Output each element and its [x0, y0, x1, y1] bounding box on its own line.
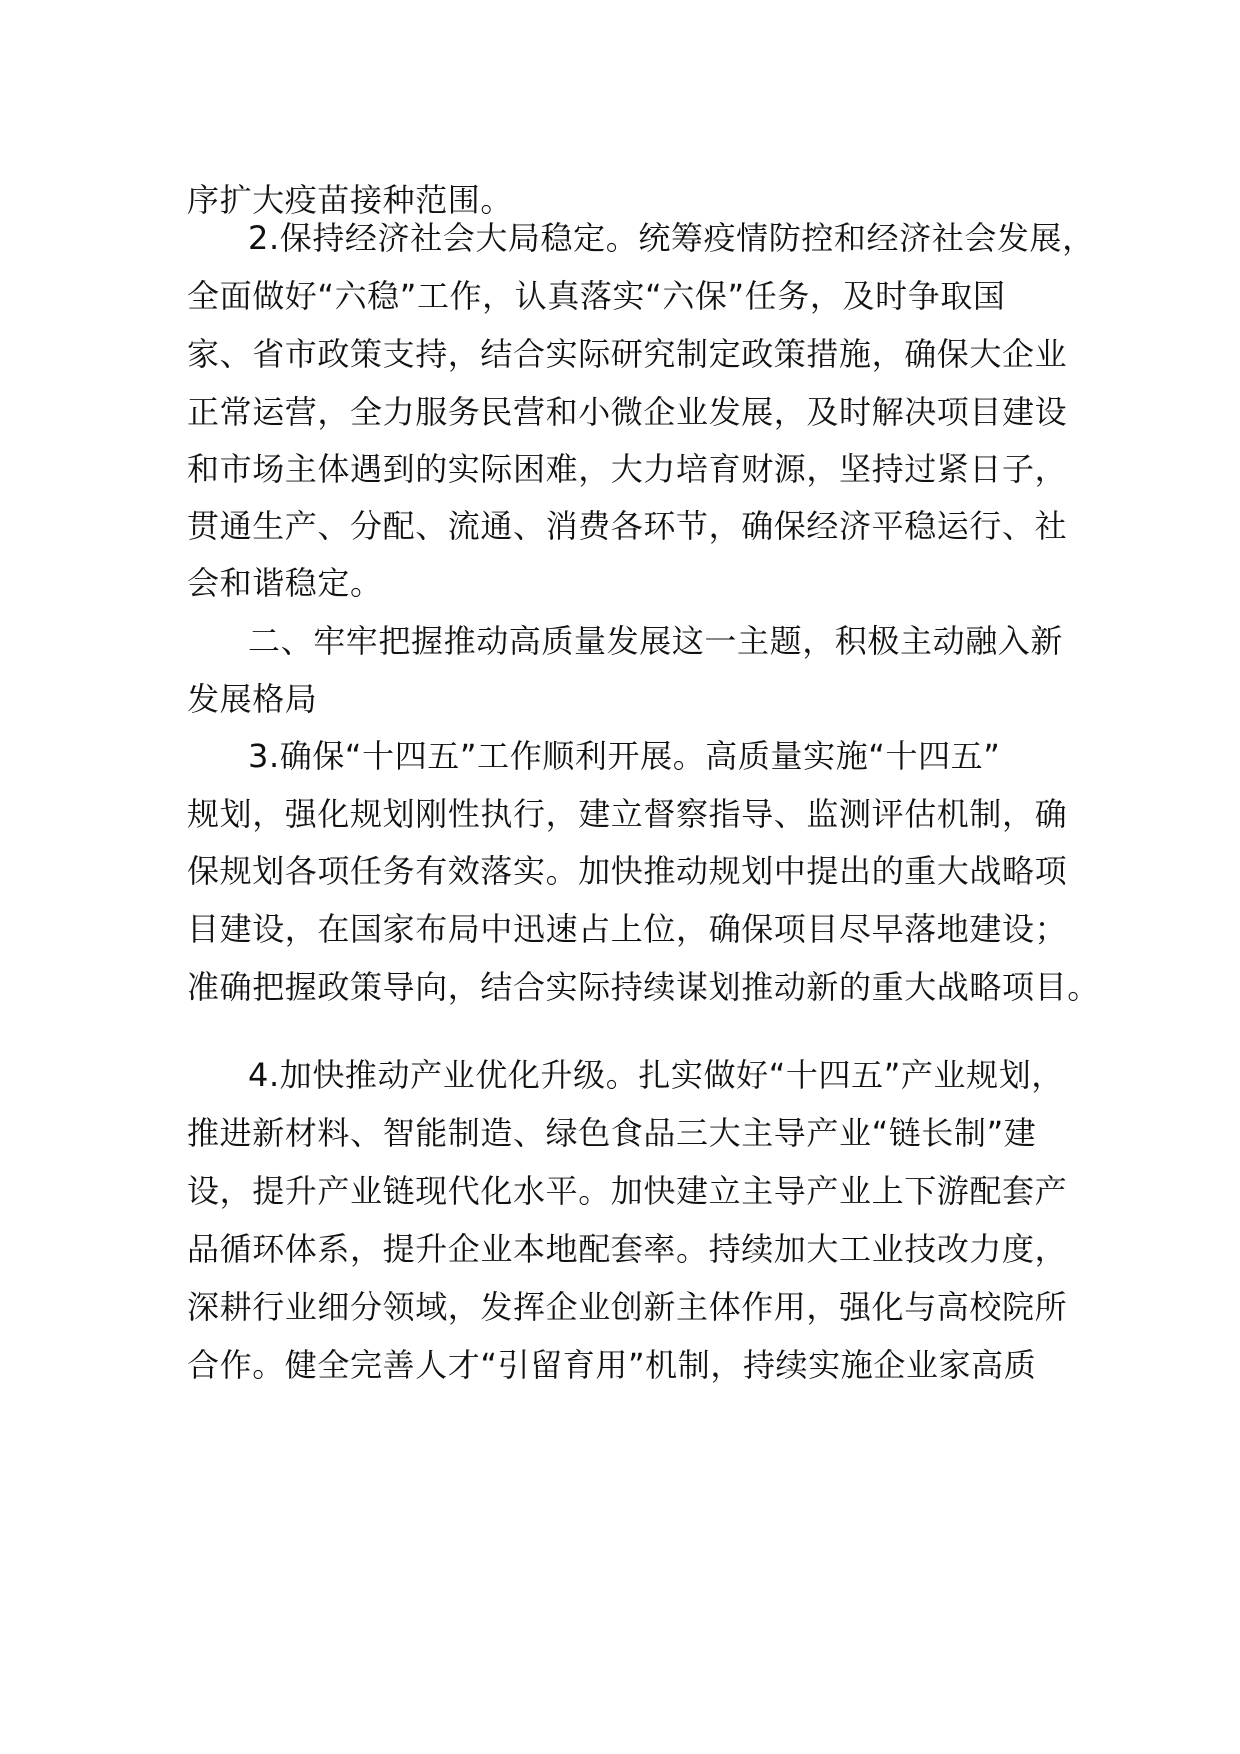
text-line: 设，提升产业链现代化水平。加快建立主导产业上下游配套产	[187, 1172, 1068, 1210]
text-line: 和市场主体遇到的实际困难，大力培育财源，坚持过紧日子，	[187, 450, 1068, 488]
text-line: 合作。健全完善人才“引留育用”机制，持续实施企业家高质	[187, 1346, 1037, 1384]
text-line: 保规划各项任务有效落实。加快推动规划中提出的重大战略项	[187, 852, 1068, 890]
text-line: 发展格局	[187, 680, 318, 718]
text-line: 规划，强化规划刚性执行，建立督察指导、监测评估机制，确	[187, 795, 1068, 833]
text-line: 推进新材料、智能制造、绿色食品三大主导产业“链长制”建	[187, 1114, 1037, 1152]
text-line: 会和谐稳定。	[187, 564, 383, 602]
text-line: 深耕行业细分领域，发挥企业创新主体作用，强化与高校院所	[187, 1288, 1068, 1326]
text-line: 正常运营，全力服务民营和小微企业发展，及时解决项目建设	[187, 393, 1068, 431]
text-line: 二、牢牢把握推动高质量发展这一主题，积极主动融入新	[248, 622, 1064, 660]
text-line: 4.加快推动产业优化升级。扎实做好“十四五”产业规划，	[248, 1056, 1064, 1094]
text-line: 序扩大疫苗接种范围。	[187, 181, 514, 219]
text-line: 3.确保“十四五”工作顺利开展。高质量实施“十四五”	[248, 737, 1001, 775]
text-line: 家、省市政策支持，结合实际研究制定政策措施，确保大企业	[187, 335, 1068, 373]
text-line: 目建设，在国家布局中迅速占上位，确保项目尽早落地建设；	[187, 910, 1068, 948]
text-line: 全面做好“六稳”工作，认真落实“六保”任务，及时争取国	[187, 277, 1006, 315]
text-line: 准确把握政策导向，结合实际持续谋划推动新的重大战略项目。	[187, 968, 1100, 1006]
text-line: 贯通生产、分配、流通、消费各环节，确保经济平稳运行、社	[187, 507, 1068, 545]
text-line: 2.保持经济社会大局稳定。统筹疫情防控和经济社会发展，	[248, 219, 1095, 257]
text-line: 品循环体系，提升企业本地配套率。持续加大工业技改力度，	[187, 1230, 1068, 1268]
